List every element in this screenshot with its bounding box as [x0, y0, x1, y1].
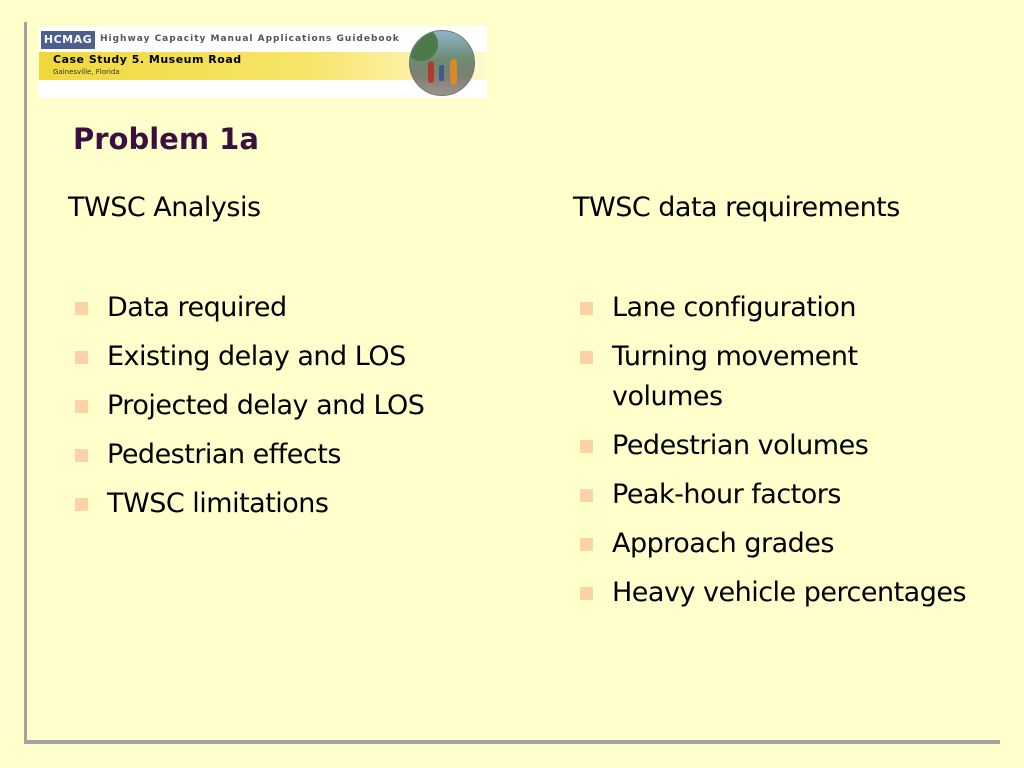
list-item: Heavy vehicle percentages — [576, 573, 1016, 613]
right-bullet-list — [576, 288, 1016, 622]
list-item: Pedestrian effects — [71, 435, 511, 475]
guidebook-title: Highway Capacity Manual Applications Guidebook — [100, 34, 400, 44]
list-item: Projected delay and LOS — [71, 386, 511, 426]
bullet-icon — [580, 351, 593, 364]
bullet-icon — [75, 498, 88, 511]
bullet-icon — [580, 489, 593, 502]
bullet-icon — [75, 302, 88, 315]
street-photo-icon — [409, 30, 475, 96]
left-bullet-list — [71, 288, 511, 533]
bullet-icon — [580, 440, 593, 453]
list-item: Peak-hour factors — [576, 475, 1016, 515]
right-column-heading: TWSC data requirements — [573, 192, 900, 223]
case-study-title: Case Study 5. Museum Road — [53, 53, 242, 66]
slide-frame-bottom — [24, 740, 1000, 744]
bullet-icon — [580, 302, 593, 315]
bullet-icon — [75, 351, 88, 364]
bullet-icon — [75, 400, 88, 413]
slide-frame-left — [24, 22, 27, 744]
list-item: Data required — [71, 288, 511, 328]
list-item: Approach grades — [576, 524, 1016, 564]
slide-title: Problem 1a — [73, 122, 259, 156]
header-banner — [39, 26, 487, 98]
list-item: Existing delay and LOS — [71, 337, 511, 377]
left-column-heading: TWSC Analysis — [68, 192, 261, 223]
bullet-icon — [580, 587, 593, 600]
case-study-location: Gainesville, Florida — [53, 68, 120, 76]
list-item: TWSC limitations — [71, 484, 511, 524]
list-item: Turning movement volumes — [576, 337, 912, 417]
hcmag-badge: HCMAG — [41, 31, 95, 49]
bullet-icon — [75, 449, 88, 462]
list-item: Pedestrian volumes — [576, 426, 1016, 466]
bullet-icon — [580, 538, 593, 551]
list-item: Lane configuration — [576, 288, 1016, 328]
